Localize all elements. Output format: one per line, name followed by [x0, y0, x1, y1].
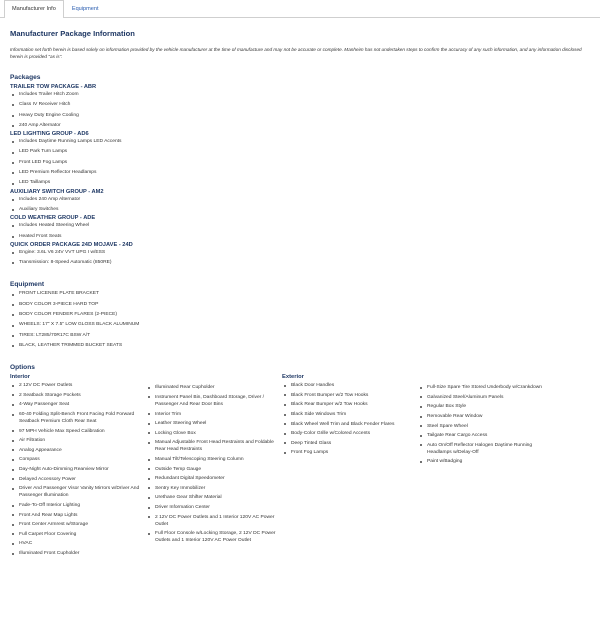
- options-heading: Options: [10, 364, 35, 372]
- page-title: Manufacturer Package Information: [10, 29, 135, 38]
- list-item: Locking Glove Box: [146, 430, 282, 437]
- list-item: Removable Rear Window: [418, 413, 554, 420]
- list-item: Outside Temp Gauge: [146, 466, 282, 473]
- list-item: Regular Box Style: [418, 403, 554, 410]
- package-title: TRAILER TOW PACKAGE - ABR: [10, 84, 97, 90]
- list-item: Black Rear Bumper w/2 Tow Hooks: [282, 401, 418, 408]
- list-item: Auxiliary Switches: [10, 205, 590, 215]
- disclaimer-text: Information set forth herein is based solely on information provided by the vehicle manufacturer at the time of manufacture and may not be accurate or complete. Manheim has not undertaken steps to confirm the accuracy of any such information, and any information disclosed herein is provided "as is".: [10, 47, 582, 59]
- list-item: Class IV Receiver Hitch: [10, 100, 590, 110]
- list-item: Full Floor Console w/Locking Storage, 2 12V DC Power Outlets and 1 Interior 120V AC Power Outlet: [146, 530, 282, 544]
- interior-col-2: [146, 374, 282, 559]
- list-item: Transmission: 8-Speed Automatic (850RE): [10, 258, 590, 268]
- list-item: Interior Trim: [146, 411, 282, 418]
- list-item: Includes Daytime Running Lamps LED Accents: [10, 137, 590, 147]
- list-item: LED Park Turn Lamps: [10, 147, 590, 157]
- list-item: Auto On/Off Reflector Halogen Daytime Running Headlamps w/Delay-Off: [418, 442, 554, 456]
- list-item: Includes Trailer Hitch Zoom: [10, 90, 590, 100]
- interior-items-2: [146, 384, 282, 544]
- list-item: Includes 240 Amp Alternator: [10, 195, 590, 205]
- list-item: Sentry Key Immobilizer: [146, 485, 282, 492]
- exterior-label: Exterior: [282, 374, 304, 381]
- list-item: Engine: 3.6L V6 24V VVT UPG I w/ESS: [10, 248, 590, 258]
- package-group: [10, 242, 590, 269]
- list-item: FRONT LICENSE PLATE BRACKET: [10, 289, 590, 299]
- list-item: Day-Night Auto-Dimming Rearview Mirror: [10, 466, 146, 473]
- list-item: Black Wheel Well Trim and Black Fender Flares: [282, 421, 418, 428]
- package-title: LED LIGHTING GROUP - AD6: [10, 131, 89, 138]
- exterior-col-2: [418, 374, 554, 559]
- list-item: Black Door Handles: [282, 382, 418, 389]
- options-section: [10, 364, 590, 559]
- list-item: Black Front Bumper w/2 Tow Hooks: [282, 392, 418, 399]
- packages-section: [10, 74, 590, 268]
- list-item: LED Premium Reflector Headlamps: [10, 168, 590, 178]
- list-item: Heavy Duty Engine Cooling: [10, 111, 590, 121]
- package-group: [10, 189, 590, 216]
- list-item: Analog Appearance: [10, 447, 146, 454]
- list-item: Front LED Fog Lamps: [10, 158, 590, 168]
- exterior-items-2: [418, 384, 554, 465]
- package-items: [10, 248, 590, 269]
- list-item: Manual Tilt/Telescoping Steering Column: [146, 456, 282, 463]
- package-group: [10, 84, 590, 131]
- tab-bar: [0, 0, 600, 18]
- equipment-section: [10, 281, 590, 351]
- options-columns: [10, 374, 590, 559]
- list-item: BLACK, LEATHER TRIMMED BUCKET SEATS: [10, 341, 590, 351]
- list-item: Leather Steering Wheel: [146, 420, 282, 427]
- list-item: Air Filtration: [10, 437, 146, 444]
- list-item: Fade-To-Off Interior Lighting: [10, 502, 146, 509]
- exterior-items-1: [282, 382, 418, 456]
- list-item: Steel Spare Wheel: [418, 423, 554, 430]
- equipment-items: [10, 289, 590, 351]
- list-item: 2 12V DC Power Outlets and 1 Interior 120V AC Power Outlet: [146, 514, 282, 528]
- tab-equipment[interactable]: Equipment: [71, 6, 99, 12]
- list-item: LED Taillamps: [10, 178, 590, 188]
- package-items: [10, 221, 590, 242]
- list-item: Paint w/Badging: [418, 458, 554, 465]
- list-item: BODY COLOR FENDER FLARES (2-PIECE): [10, 310, 590, 320]
- package-items: [10, 195, 590, 216]
- interior-label: Interior: [10, 374, 30, 381]
- list-item: HVAC: [10, 540, 146, 547]
- list-item: Illuminated Rear Cupholder: [146, 384, 282, 391]
- list-item: Full-Size Spare Tire Stored Underbody w/Crankdown: [418, 384, 554, 391]
- interior-items-1: [10, 382, 146, 557]
- packages-heading: Packages: [10, 74, 41, 81]
- list-item: Front Fog Lamps: [282, 449, 418, 456]
- list-item: Heated Front Seats: [10, 232, 590, 242]
- list-item: 60-40 Folding Split-Bench Front Facing Fold Forward Seatback Premium Cloth Rear Seat: [10, 411, 146, 425]
- list-item: Galvanized Steel/Aluminum Panels: [418, 394, 554, 401]
- list-item: Compass: [10, 456, 146, 463]
- list-item: Delayed Accessory Power: [10, 476, 146, 483]
- package-group: [10, 131, 590, 188]
- list-item: 2 12V DC Power Outlets: [10, 382, 146, 389]
- list-item: TIRES: LT285/70R17C BSW A/T: [10, 331, 590, 341]
- package-items: [10, 90, 590, 131]
- list-item: Front And Rear Map Lights: [10, 512, 146, 519]
- list-item: 4-Way Passenger Seat: [10, 401, 146, 408]
- list-item: Includes Heated Steering Wheel: [10, 221, 590, 231]
- list-item: Urethane Gear Shifter Material: [146, 494, 282, 501]
- exterior-col-1: [282, 374, 418, 559]
- list-item: Full Carpet Floor Covering: [10, 531, 146, 538]
- list-item: Illuminated Front Cupholder: [10, 550, 146, 557]
- tab-manufacturer-info[interactable]: Manufacturer Info: [4, 0, 64, 18]
- list-item: Redundant Digital Speedometer: [146, 475, 282, 482]
- list-item: 97 MPH Vehicle Max Speed Calibration: [10, 428, 146, 435]
- list-item: Manual Adjustable Front Head Restraints and Foldable Rear Head Restraints: [146, 439, 282, 453]
- list-item: Deep Tinted Glass: [282, 440, 418, 447]
- package-group: [10, 215, 590, 242]
- main-content: [0, 29, 600, 560]
- list-item: Front Center Armrest w/Storage: [10, 521, 146, 528]
- list-item: Black Side Windows Trim: [282, 411, 418, 418]
- interior-col-1: [10, 374, 146, 559]
- list-item: 240 Amp Alternator: [10, 121, 590, 131]
- package-title: COLD WEATHER GROUP - ADE: [10, 215, 96, 222]
- list-item: WHEELS: 17" X 7.5" LOW GLOSS BLACK ALUMINUM: [10, 320, 590, 330]
- package-title: AUXILIARY SWITCH GROUP - AM2: [10, 188, 104, 195]
- list-item: Driver And Passenger Visor Vanity Mirrors w/Driver And Passenger Illumination: [10, 485, 146, 499]
- list-item: 2 Seatback Storage Pockets: [10, 392, 146, 399]
- package-title: QUICK ORDER PACKAGE 24D MOJAVE - 24D: [10, 241, 133, 248]
- package-items: [10, 137, 590, 188]
- list-item: Tailgate Rear Cargo Access: [418, 432, 554, 439]
- list-item: Driver Information Center: [146, 504, 282, 511]
- list-item: Instrument Panel Bin, Dashboard Storage, Driver / Passenger And Rear Door Bins: [146, 394, 282, 408]
- list-item: BODY COLOR 3-PIECE HARD TOP: [10, 300, 590, 310]
- equipment-heading: Equipment: [10, 281, 45, 289]
- list-item: Body-Color Grille w/Colored Accents: [282, 430, 418, 437]
